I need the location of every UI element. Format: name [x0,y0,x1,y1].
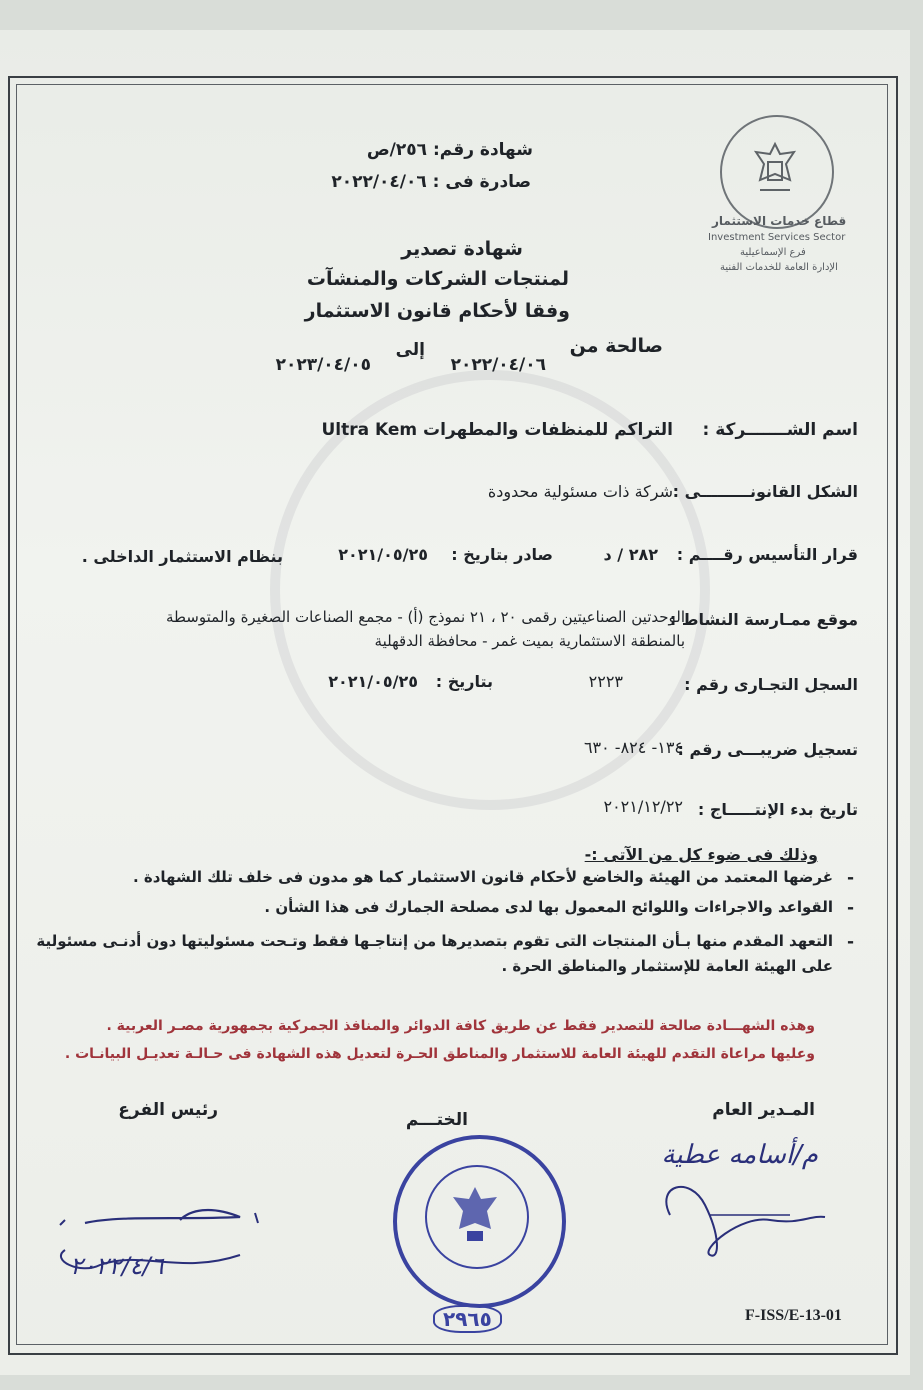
branch-name: فرع الإسماعيلية [740,247,806,258]
conditions-heading: وذلك فى ضوء كل من الآتى :- [584,845,818,864]
general-manager-label: المـدير العام [712,1100,815,1120]
valid-from-label: صالحة من [569,335,663,357]
branch-head-label: رئيس الفرع [118,1100,218,1120]
commercial-register-date-label: بتاريخ : [435,672,493,691]
condition-1: غرضها المعتمد من الهيئة والخاضع لأحكام قانون الاستثمار كما هو مدون فى خلف تلك الشهادة . [132,868,833,886]
incorporation-date-label: صادر بتاريخ : [451,545,553,564]
form-code: F-ISS/E-13-01 [745,1307,842,1324]
condition-2: القواعد والاجراءات واللوائح المعمول بها لدى مصلحة الجمارك فى هذا الشأن . [264,898,833,916]
bullet-1: - [847,868,855,888]
condition-3-line-2: على الهيئة العامة للإستثمار والمناطق الحرة . [501,957,833,975]
certificate-number: شهادة رقم: ٢٥٦/ص [366,140,533,160]
bullet-2: - [847,898,855,918]
eagle-emblem-icon [750,140,800,202]
commercial-register-date: ٢٠٢١/٠٥/٢٥ [328,672,418,691]
incorporation-date: ٢٠٢١/٠٥/٢٥ [338,545,428,564]
stamp-serial-number: ٢٩٦٥ [433,1305,502,1333]
activity-site-line-1: الوحدتين الصناعيتين رقمى ٢٠ ، ٢١ نموذج (أ) - مجمع الصناعات الصغيرة والمتوسطة [165,608,685,626]
company-label: اسم الشـــــــركة : [702,420,858,440]
sector-name-ar: قطاع خدمات الاستثمار [712,214,847,228]
gm-signature-scribble [650,1175,830,1265]
branch-head-signature-date: ٢٠٢٢/٤/٦ [70,1252,164,1280]
department-name: الإدارة العامة للخدمات الفنية [720,262,838,273]
to-label: إلى [395,340,425,360]
stamp-eagle-icon [447,1183,503,1249]
stamp-label: الختـــم [405,1110,468,1130]
commercial-register-label: السجل التجـارى رقم : [684,675,858,694]
valid-to-date: ٢٠٢٣/٠٤/٠٥ [275,355,371,375]
certificate-subtitle-1: لمنتجات الشركات والمنشآت [306,268,569,290]
tax-registration-label: تسجيل ضريبـــى رقم : [677,740,858,759]
branch-head-signature [40,1195,270,1295]
commercial-register-number: ٢٢٢٣ [588,672,623,691]
validity-note: وهذه الشهـــادة صالحة للتصدير فقط عن طريق كافة الدوائر والمنافذ الجمركية بجمهورية مصـر العربية . [106,1018,815,1034]
gm-signature-name: م/أسامه عطية [661,1140,818,1170]
valid-from-date: ٢٠٢٢/٠٤/٠٦ [450,355,546,375]
company-value: التراكم للمنظفات والمطهرات Ultra Kem [321,420,673,440]
condition-3-line-1: التعهد المقدم منها بـأن المنتجات التى تقوم بتصديرها من إنتاجـها فقط وتـحت مسئوليتها دون أدنـى مسئولية [36,932,833,950]
activity-site-label: موقع ممـارسة النشاط : [669,610,858,629]
bullet-3: - [847,932,855,952]
production-start-date: ٢٠٢١/١٢/٢٢ [603,797,683,816]
incorporation-label: قرار التأسيس رقــــم : [676,545,858,564]
amendment-note: وعليها مراعاة التقدم للهيئة العامة للاستثمار والمناطق الحـرة لتعديل هذه الشهادة فى حـالـة تعديـل البيانـات . [64,1046,815,1062]
issue-date: صادرة فى : ٢٠٢٢/٠٤/٠٦ [331,172,531,192]
legal-form-value: شركة ذات مسئولية محدودة [487,482,673,501]
incorporation-number: ٢٨٢ / د [603,545,658,564]
legal-form-label: الشكل القانونـــــــــى : [672,482,858,501]
incorporation-system: بنظام الاستثمار الداخلى . [81,547,283,566]
sector-name-en: Investment Services Sector [708,232,846,243]
tax-registration-number: ١٣٤- ٨٢٤- ٦٣٠ [583,738,683,757]
activity-site-line-2: بالمنطقة الاستثمارية بميت غمر - محافظة الدقهلية [374,632,685,650]
certificate-title: شهادة تصدير [401,238,523,260]
production-start-label: تاريخ بدء الإنتـــــاج : [697,800,858,819]
certificate-subtitle-2: وفقا لأحكام قانون الاستثمار [304,300,570,322]
